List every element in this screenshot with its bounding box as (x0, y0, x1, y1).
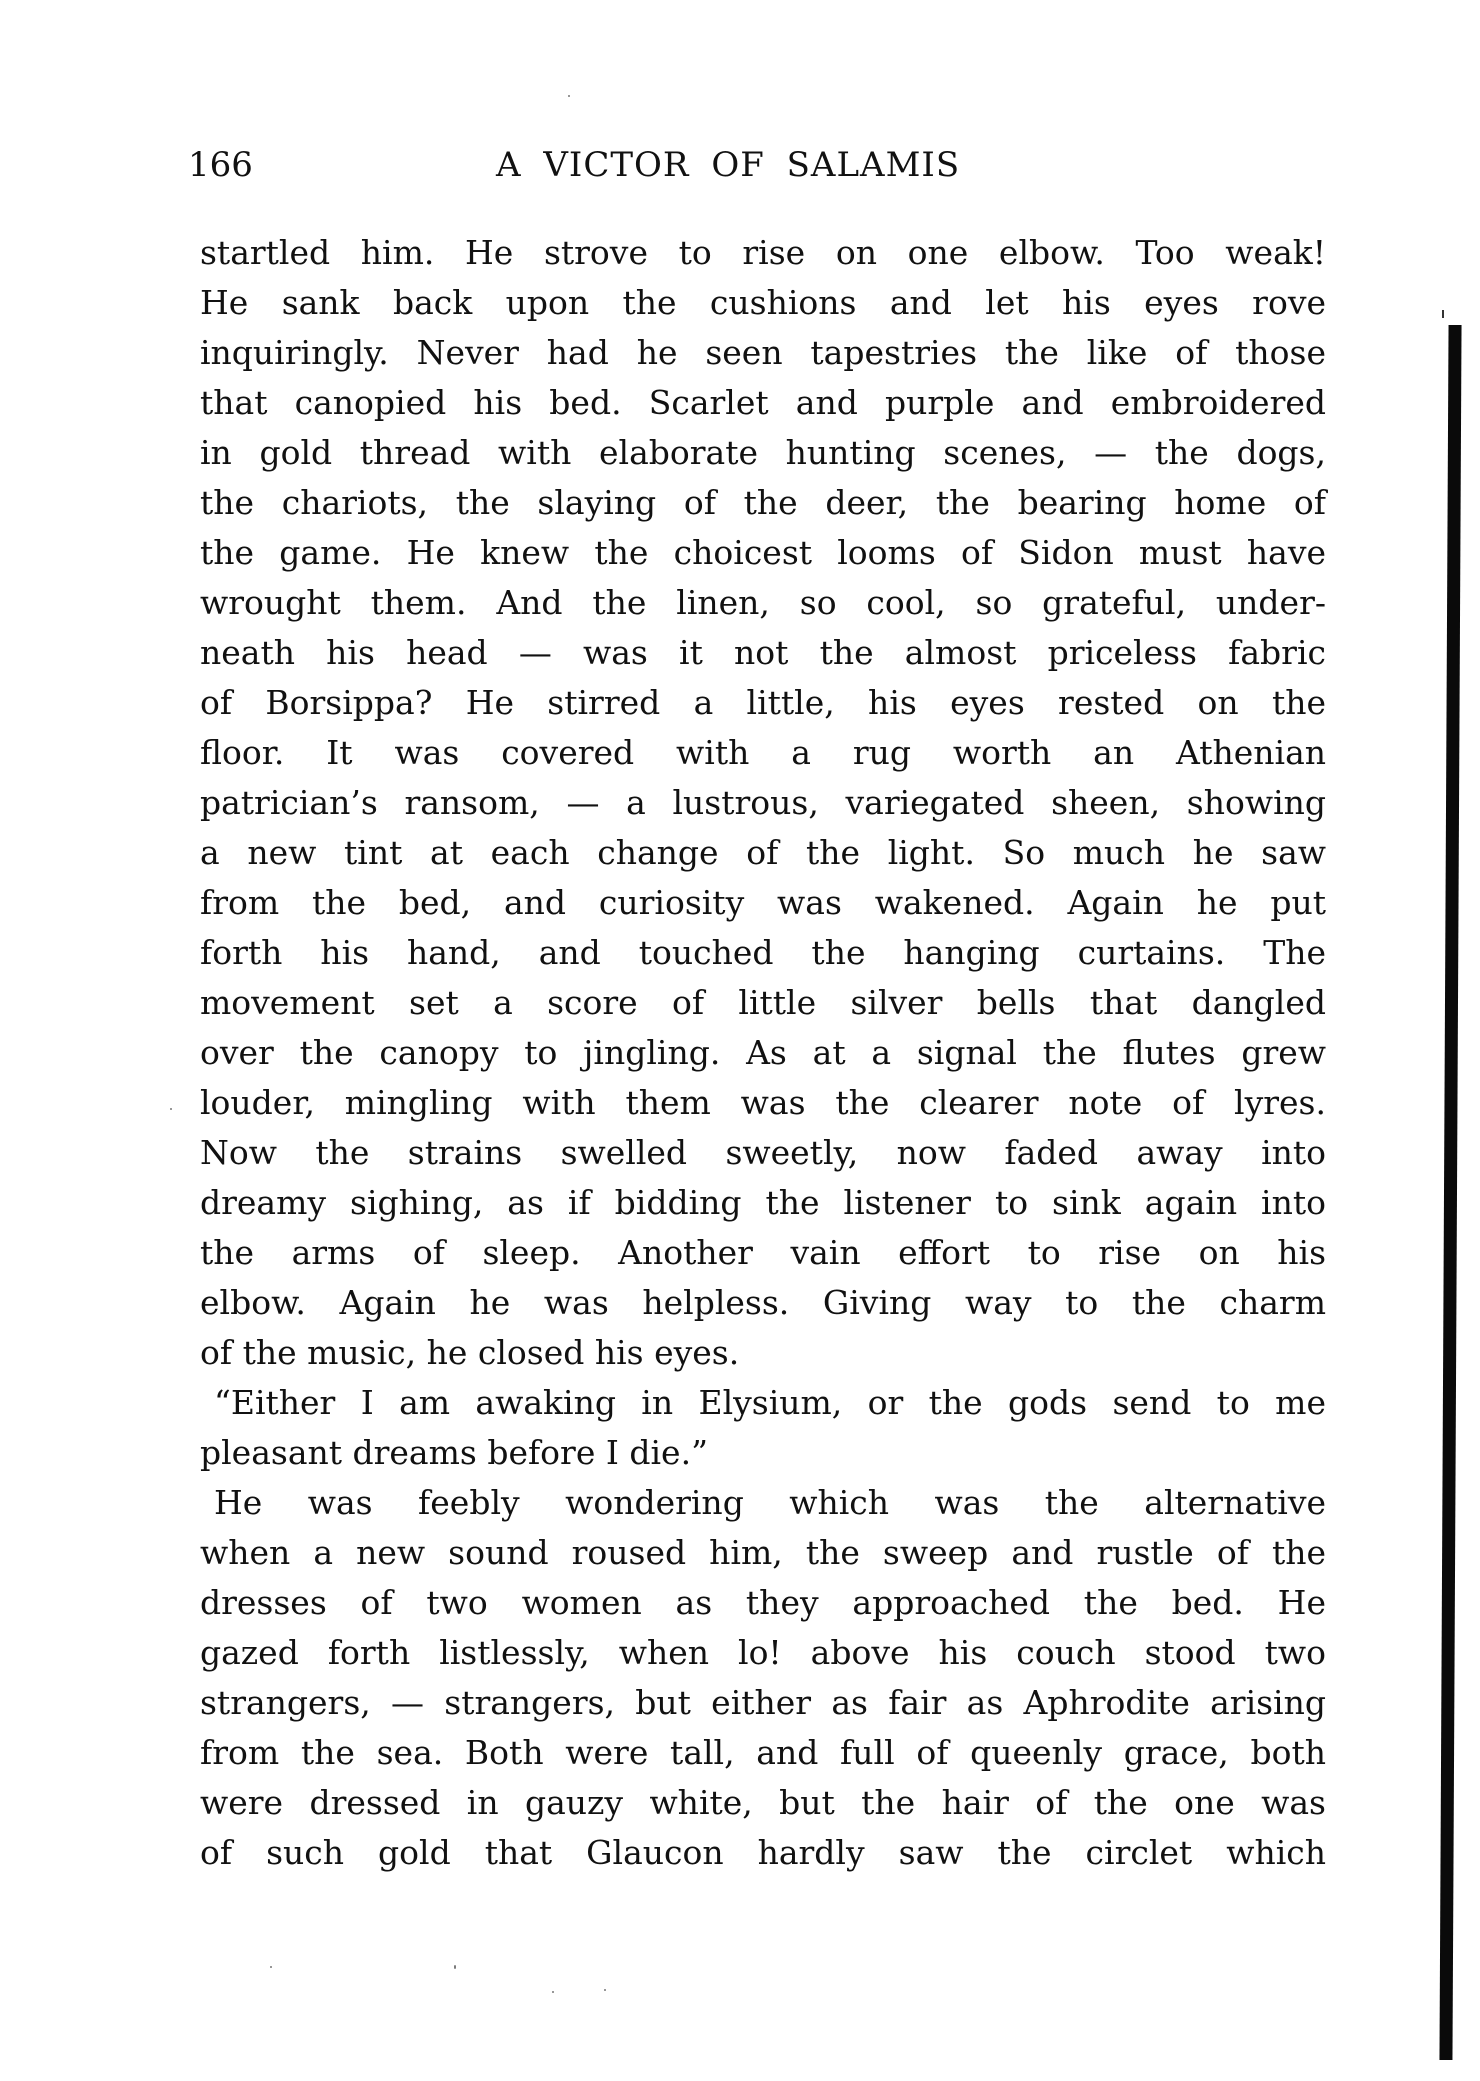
text-line: gazed forth listlessly, when lo! above his couch stood two (200, 1633, 1326, 1672)
text-line: louder, mingling with them was the clearer note of lyres. (200, 1083, 1326, 1122)
body-text (200, 228, 1326, 1878)
page-number: 166 (188, 145, 253, 185)
text-line: over the canopy to jingling. As at a signal the flutes grew (200, 1033, 1326, 1072)
text-line: forth his hand, and touched the hanging curtains. The (200, 933, 1326, 972)
scan-speck (170, 1108, 172, 1110)
text-line: of Borsippa? He stirred a little, his eyes rested on the (200, 683, 1326, 722)
running-head (188, 140, 1326, 190)
text-line: patrician’s ransom, — a lustrous, variegated sheen, showing (200, 783, 1326, 822)
scan-speck (552, 1991, 554, 1993)
text-line: dreamy sighing, as if bidding the listener to sink again into (200, 1183, 1326, 1222)
text-line: of such gold that Glaucon hardly saw the circlet which (200, 1833, 1326, 1872)
text-line: of the music, he closed his eyes. (200, 1333, 740, 1372)
text-line: wrought them. And the linen, so cool, so grateful, under- (200, 583, 1326, 622)
text-line: strangers, — strangers, but either as fair as Aphrodite arising (200, 1683, 1326, 1722)
scan-speck (604, 1989, 606, 1991)
text-line: pleasant dreams before I die.” (200, 1433, 708, 1472)
text-line: inquiringly. Never had he seen tapestries the like of those (200, 333, 1326, 372)
text-line: in gold thread with elaborate hunting scenes, — the dogs, (200, 433, 1326, 472)
text-line: “Either I am awaking in Elysium, or the gods send to me (214, 1383, 1326, 1422)
scan-speck (454, 1965, 456, 1969)
text-line: that canopied his bed. Scarlet and purple and embroidered (200, 383, 1326, 422)
text-line: were dressed in gauzy white, but the hair of the one was (200, 1783, 1326, 1822)
scan-speck (270, 1966, 272, 1968)
scan-edge-bar (1439, 325, 1461, 2060)
text-line: He sank back upon the cushions and let his eyes rove (200, 283, 1326, 322)
text-line: a new tint at each change of the light. So much he saw (200, 833, 1326, 872)
text-line: dresses of two women as they approached the bed. He (200, 1583, 1326, 1622)
running-title: A VICTOR OF SALAMIS (496, 145, 961, 185)
text-line: floor. It was covered with a rug worth an Athenian (200, 733, 1326, 772)
text-line: when a new sound roused him, the sweep and rustle of the (200, 1533, 1326, 1572)
text-line: elbow. Again he was helpless. Giving way to the charm (200, 1283, 1326, 1322)
text-line: from the sea. Both were tall, and full of queenly grace, both (200, 1733, 1326, 1772)
text-line: the chariots, the slaying of the deer, the bearing home of (200, 483, 1326, 522)
text-line: movement set a score of little silver bells that dangled (200, 983, 1326, 1022)
text-line: the arms of sleep. Another vain effort to rise on his (200, 1233, 1326, 1272)
text-line: the game. He knew the choicest looms of Sidon must have (200, 533, 1326, 572)
text-line: from the bed, and curiosity was wakened. Again he put (200, 883, 1326, 922)
text-line: He was feebly wondering which was the alternative (214, 1483, 1326, 1522)
scan-edge-mark (1442, 310, 1444, 318)
text-line: Now the strains swelled sweetly, now faded away into (200, 1133, 1326, 1172)
scan-speck (568, 95, 570, 97)
text-line: startled him. He strove to rise on one elbow. Too weak! (200, 233, 1326, 272)
text-line: neath his head — was it not the almost priceless fabric (200, 633, 1326, 672)
